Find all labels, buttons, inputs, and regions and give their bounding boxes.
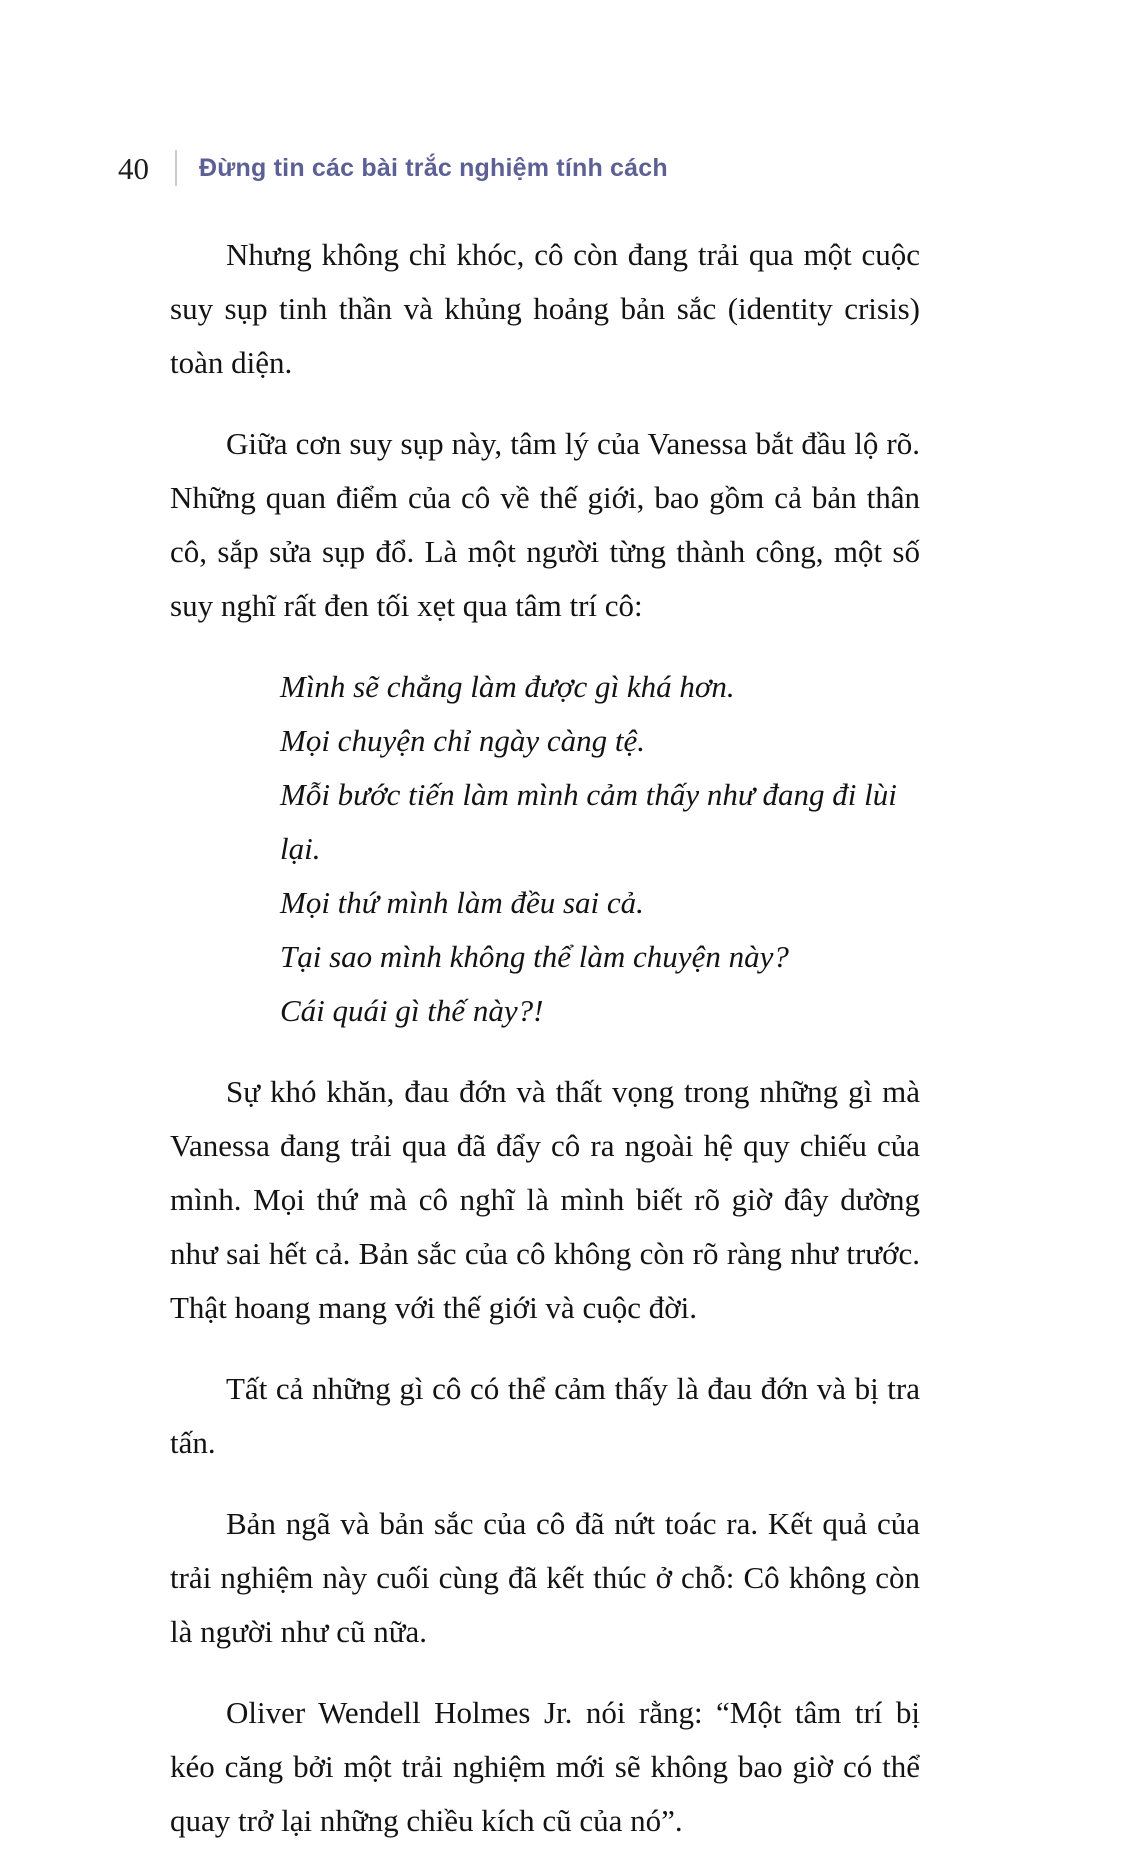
paragraph-3: Sự khó khăn, đau đớn và thất vọng trong những gì mà Vanessa đang trải qua đã đẩy cô ra ngoài hệ quy chiếu của mình. Mọi thứ mà cô nghĩ là mình biết rõ giờ đây dường như sai hết cả. Bản sắc của cô không còn rõ ràng như trước. Thật hoang mang với thế giới và cuộc đời.: [170, 1074, 920, 1325]
thought-line-6: Cái quái gì thế này?!: [280, 993, 544, 1028]
paragraph-1: Nhưng không chỉ khóc, cô còn đang trải qua một cuộc suy sụp tinh thần và khủng hoảng bản sắc (identity crisis) toàn diện.: [170, 237, 920, 380]
paragraph-5: Bản ngã và bản sắc của cô đã nứt toác ra. Kết quả của trải nghiệm này cuối cùng đã kết thúc ở chỗ: Cô không còn là người như cũ nữa.: [170, 1506, 920, 1649]
thought-line-4: Mọi thứ mình làm đều sai cả.: [280, 885, 644, 920]
thought-line-5: Tại sao mình không thể làm chuyện này?: [280, 939, 789, 974]
thought-line-1: Mình sẽ chẳng làm được gì khá hơn.: [280, 669, 735, 704]
running-title: Đừng tin các bài trắc nghiệm tính cách: [199, 153, 668, 182]
page-number: 40: [118, 150, 149, 186]
header-divider: [175, 150, 177, 186]
page-header: [118, 150, 668, 186]
paragraph-6: Oliver Wendell Holmes Jr. nói rằng: “Một tâm trí bị kéo căng bởi một trải nghiệm mới sẽ không bao giờ có thể quay trở lại những chiều kích cũ của nó”.: [170, 1695, 920, 1838]
thought-line-3: Mỗi bước tiến làm mình cảm thấy như đang đi lùi lại.: [280, 777, 897, 866]
page-body: [170, 228, 920, 1875]
inner-thoughts-block: [280, 660, 920, 1038]
paragraph-2: Giữa cơn suy sụp này, tâm lý của Vanessa bắt đầu lộ rõ. Những quan điểm của cô về thế giới, bao gồm cả bản thân cô, sắp sửa sụp đổ. Là một người từng thành công, một số suy nghĩ rất đen tối xẹt qua tâm trí cô:: [170, 426, 920, 623]
thought-line-2: Mọi chuyện chỉ ngày càng tệ.: [280, 723, 645, 758]
paragraph-4: Tất cả những gì cô có thể cảm thấy là đau đớn và bị tra tấn.: [170, 1371, 920, 1460]
